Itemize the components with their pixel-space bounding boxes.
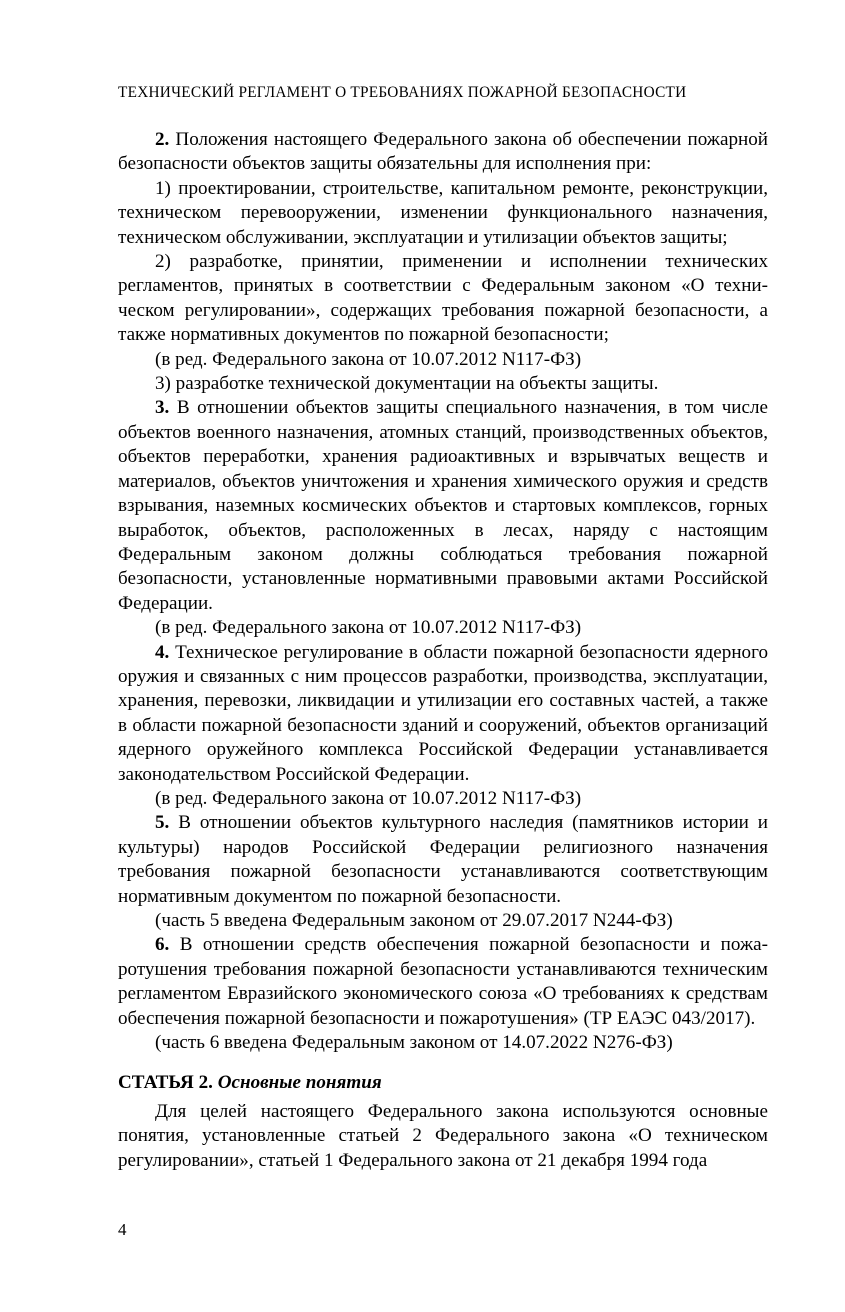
paragraph-text: В отношении объектов культурного наследия (памятников истории и культуры) народов Российской Федерации религиозного назначения требования пожарной безопасности устанавливаются соответствующим нормативным документом по пожарной безопасности. [118,812,768,907]
amendment-note: (часть 5 введена Федеральным законом от 29.07.2017 N244-ФЗ) [155,910,673,931]
list-item: 1) проектировании, строительстве, капитальном ремонте, реконструкции, техническом перевооружении, изменении функционального назначения, техническом обслуживании, эксплуатации и утилизации объектов защиты; [118,177,768,248]
paragraph-number: 3. [155,397,170,419]
paragraph-5 [118,811,768,909]
article-heading [118,1071,768,1095]
paragraph-text: В отношении объектов защиты специального назначения, в том числе объектов военного назначения, атомных станций, производственных объектов, объектов переработки, хранения радиоактивных и взрывчатых веществ и материалов, объектов уничтожения и хранения химического оружия и средств взрывания, наземных космических объектов и стартовых комплексов, горных выработок, объектов, расположенных в лесах, наряду с настоящим Федеральным законом должны соблюдаться требования пожарной безопасности, установленные нормативными правовыми актами Российской Федерации. [118,397,768,614]
paragraph-number: 2. [155,129,170,150]
paragraph-6 [118,933,768,1031]
paragraph-2 [118,128,768,177]
page-number: 4 [118,1220,127,1239]
article-title: Основные понятия [217,1072,382,1094]
paragraph-number: 4. [155,641,170,663]
amendment-note: (в ред. Федерального закона от 10.07.2012 N117-ФЗ) [155,787,582,809]
article-text: Для целей настоящего Федерального закона используются основные понятия, установленные статьей 2 Федерального закона «О техническом регулировании», статьей 1 Федерального закона от 21 декабря 1994 года [118,1100,768,1171]
paragraph-4 [118,641,768,787]
article-label: СТАТЬЯ 2. [118,1072,213,1094]
amendment-note: (в ред. Федерального закона от 10.07.2012 N117-ФЗ) [155,348,582,370]
amendment-note: (в ред. Федерального закона от 10.07.2012 N117-ФЗ) [155,617,582,639]
paragraph-text: Положения настоящего Федерального закона об обеспечении пожарной безопасности объектов защиты обязательны для исполнения при: [118,129,768,175]
paragraph-text: Техническое регулирование в области пожарной безопасности ядерного оружия и связанных с ним процессов разработки, производства, эксплуатации, хранения, перевозки, ликвидации и утилизации его составных частей, а также в области пожарной безопасности зданий и сооружений, объектов организаций ядерного оружейного комплекса Российской Федерации устанавливается законодательством Российской Федерации. [118,641,768,785]
list-item: 2) разработке, принятии, применении и исполнении технических регламентов, принятых в соответствии с Федеральным законом «О техническом регулировании», содержащих требования пожарной безопасности, а также нормативных документов по пожарной безопасности; [118,251,768,346]
page-body [118,128,768,1173]
running-head: ТЕХНИЧЕСКИЙ РЕГЛАМЕНТ О ТРЕБОВАНИЯХ ПОЖАРНОЙ БЕЗОПАСНОСТИ [118,84,687,101]
amendment-note: (часть 6 введена Федеральным законом от 14.07.2022 N276-ФЗ) [155,1032,673,1054]
list-item: 3) разработке технической документации на объекты защиты. [155,373,659,395]
paragraph-number: 5. [155,812,170,834]
paragraph-number: 6. [155,934,170,956]
paragraph-text: В отношении средств обеспечения пожарной безопасности и пожаротушения требования пожарной безопасности устанавливаются техническим регламентом Евразийского экономического союза «О требованиях к средствам обеспечения пожарной безопасности и пожаротушения» (ТР ЕАЭС 043/2017). [118,934,768,1029]
paragraph-3 [118,396,768,616]
